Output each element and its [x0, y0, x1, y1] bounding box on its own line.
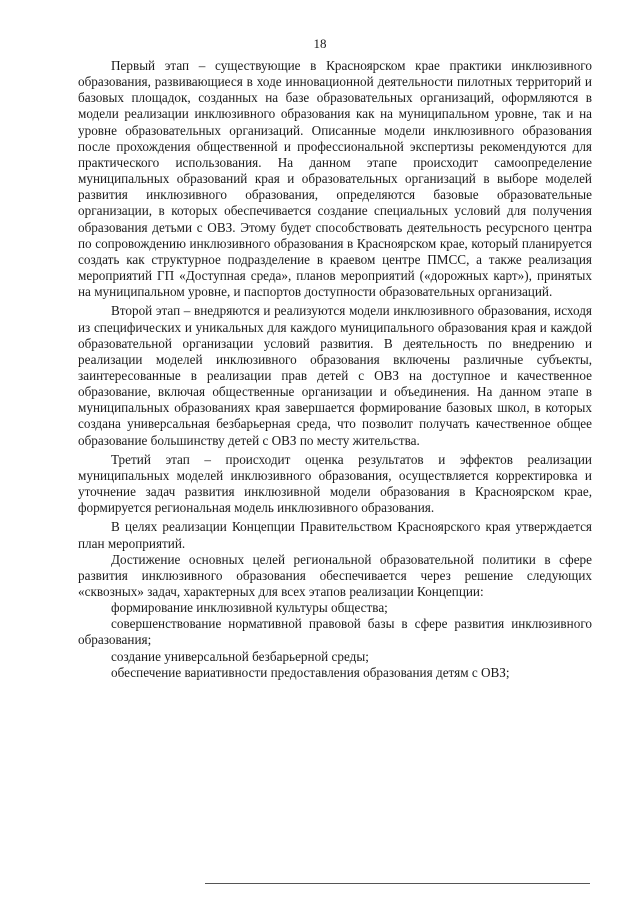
task-item: обеспечение вариативности предоставления образования детям с ОВЗ; [111, 664, 510, 680]
paragraph-stage-two: Второй этап – внедряются и реализуются модели инклюзивного образования, исходя из специфических и уникальных для каждого муниципального образования края и каждой образовательной организации условий развития. В деятельность по внедрению и реализации моделей инклюзивного образования включены различные субъекты, заинтересованные в реализации прав детей с ОВЗ на доступное и качественное образование, включая общественные организации и объединения. На данном этапе в муниципальных образованиях края завершается формирование базовых школ, в которых создана универсальная безбарьерная среда, что позволит получать качественное общее образование большинству детей с ОВЗ по месту жительства. [78, 303, 592, 448]
paragraph-stage-three: Третий этап – происходит оценка результатов и эффектов реализации муниципальных моделей инклюзивного образования, осуществляется корректировка и уточнение задач развития инклюзивной модели образования в Красноярском крае, формируется региональная модель инклюзивного образования. [78, 451, 592, 516]
paragraph-action-plan: В целях реализации Концепции Правительством Красноярского края утверждается план мероприятий. [78, 519, 592, 551]
task-item: совершенствование нормативной правовой базы в сфере развития инклюзивного образования; [78, 616, 592, 648]
page-number: 18 [313, 36, 327, 51]
task-item: формирование инклюзивной культуры общества; [111, 600, 388, 616]
task-item: создание универсальной безбарьерной среды; [111, 648, 369, 664]
body-text [78, 58, 592, 681]
paragraph-cross-cutting-tasks: Достижение основных целей региональной образовательной политики в сфере развития инклюзивного образования обеспечивается через решение следующих «сквозных» задач, характерных для всех этапов реализации Концепции: [78, 551, 592, 599]
paragraph-stage-one: Первый этап – существующие в Красноярском крае практики инклюзивного образования, развивающиеся в ходе инновационной деятельности пилотных территорий и базовых площадок, созданных на базе образовательных организаций, оформляются в модели реализации инклюзивного образования как на муниципальном уровне, так и на уровне образовательных организаций. Описанные модели инклюзивного образования после прохождения общественной и профессиональной экспертизы рекомендуются для практического использования. На данном этапе происходит самоопределение муниципальных образований края и образовательных организаций в выборе моделей развития инклюзивного образования, определяются базовые образовательные организации, в которых обеспечивается создание специальных условий для получения образования детьми с ОВЗ. Этому будет способствовать деятельность ресурсного центра по сопровождению инклюзивного образования в Красноярском крае, который планируется создать как структурное подразделение в краевом центре ПМСС, а также реализация мероприятий ГП «Доступная среда», планов мероприятий («дорожных карт»), принятых на муниципальном уровне, и паспортов доступности образовательных организаций. [78, 58, 592, 300]
footer-rule [205, 883, 590, 884]
